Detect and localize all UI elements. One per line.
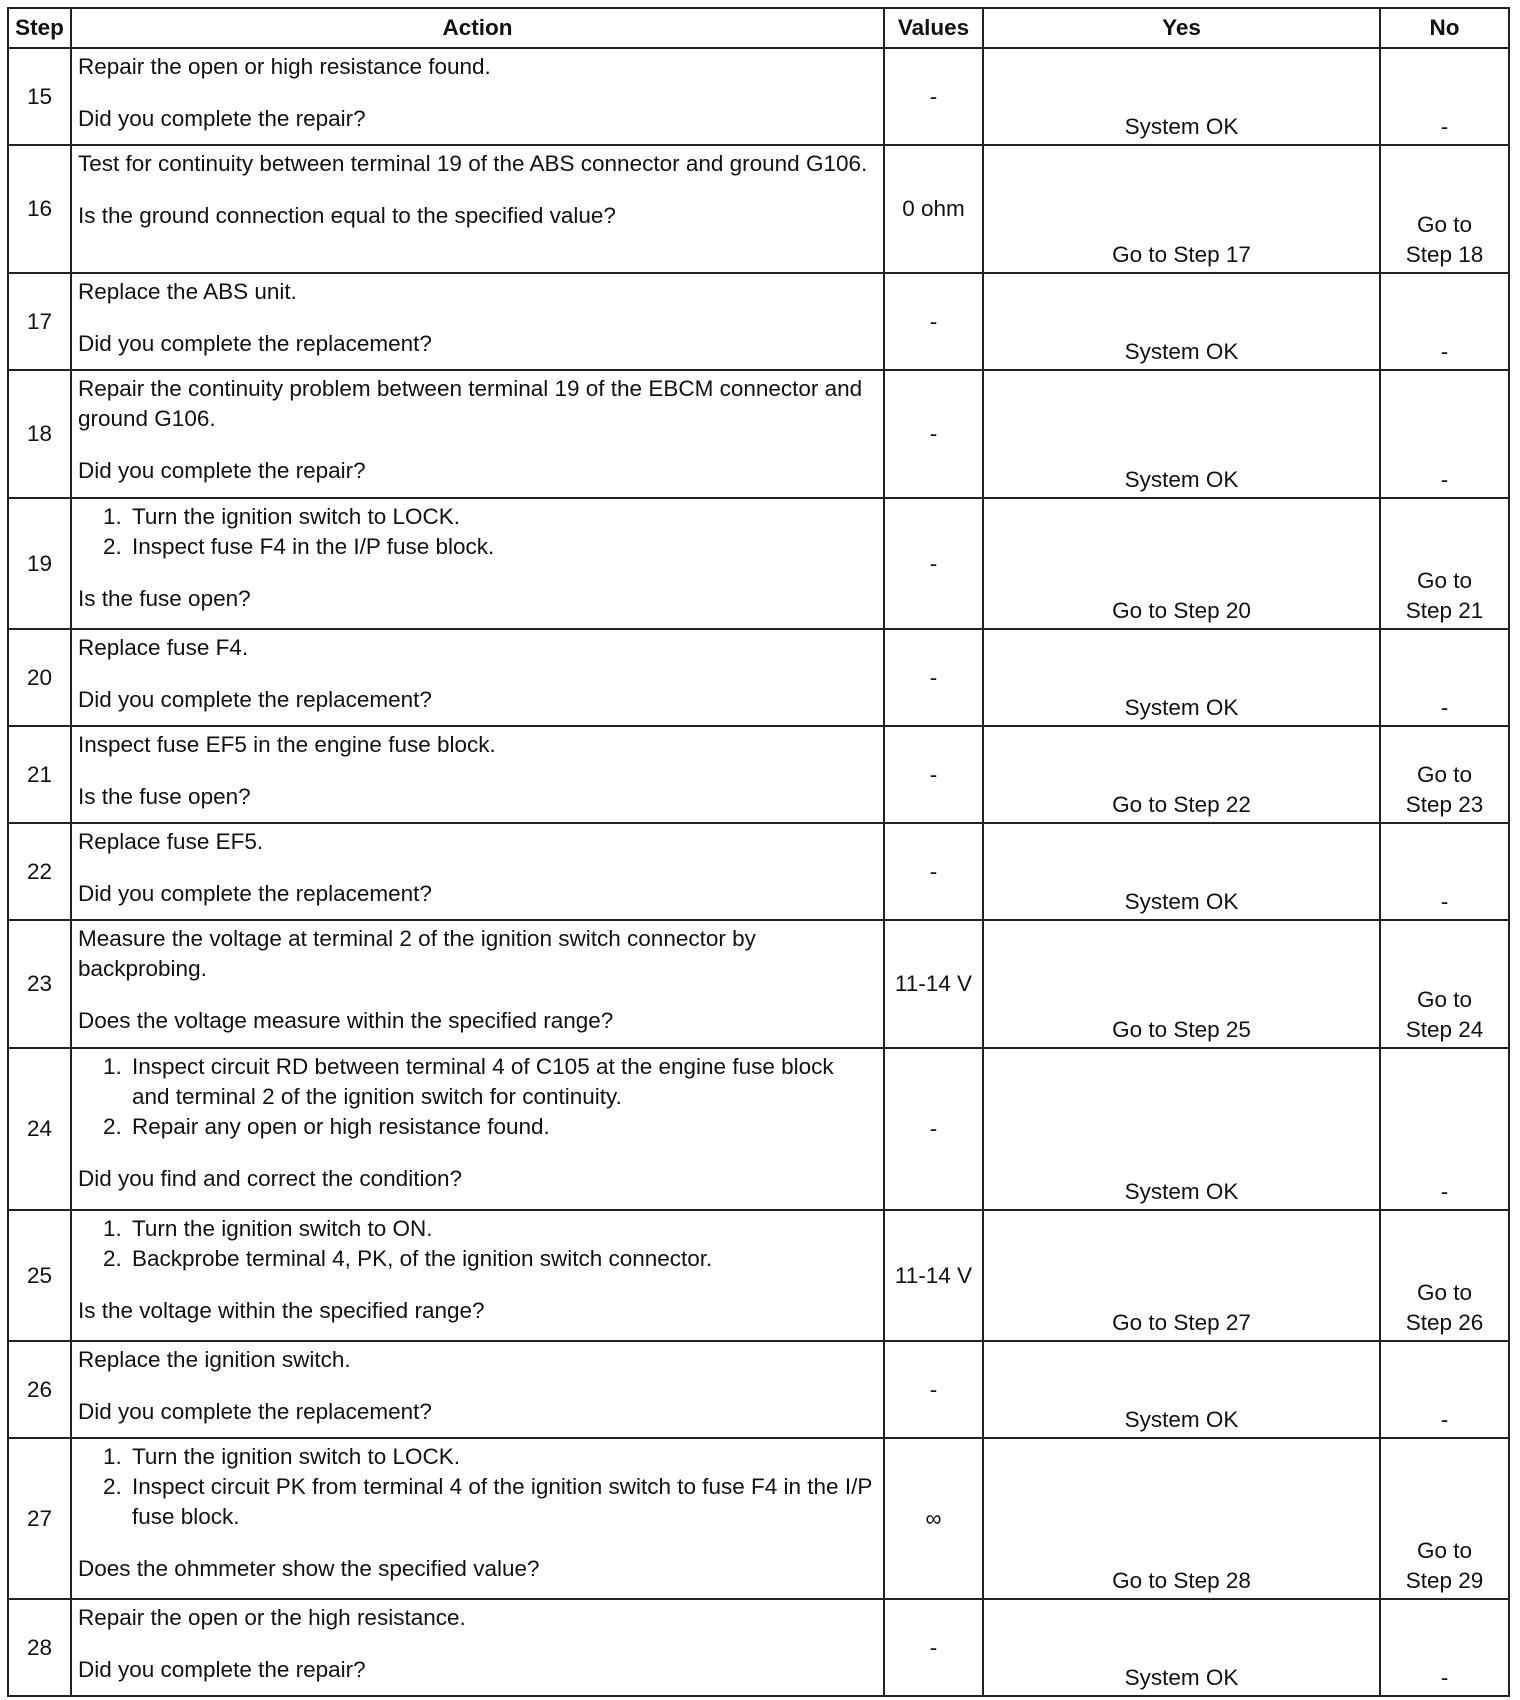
spacer	[78, 1633, 877, 1655]
no-text: -	[1440, 1179, 1449, 1204]
no-cell	[1380, 629, 1509, 726]
no-text: -	[1440, 695, 1449, 720]
spacer	[78, 82, 877, 104]
no-cell	[1380, 1341, 1509, 1438]
no-text: Go to Step 18	[1405, 212, 1484, 267]
no-cell	[1380, 145, 1509, 273]
action-text: Repair the open or high resistance found.	[78, 54, 491, 79]
action-text: Inspect fuse EF5 in the engine fuse block.	[78, 732, 496, 757]
spacer	[78, 179, 877, 201]
action-cell	[71, 498, 884, 629]
value-cell: -	[884, 498, 983, 629]
yes-cell: System OK	[983, 1599, 1380, 1696]
yes-cell: Go to Step 27	[983, 1210, 1380, 1341]
step-number: 15	[8, 48, 71, 145]
action-cell	[71, 1341, 884, 1438]
action-list-item: 1. Turn the ignition switch to LOCK.	[128, 1442, 877, 1472]
action-cell	[71, 823, 884, 920]
no-text: Go to Step 23	[1405, 762, 1484, 817]
action-list-item: 1. Inspect circuit RD between terminal 4 of C105 at the engine fuse block and terminal 2 of the ignition switch for continuity.	[128, 1052, 877, 1112]
value-cell: -	[884, 1599, 983, 1696]
yes-cell: Go to Step 25	[983, 920, 1380, 1048]
table-row	[8, 273, 1509, 370]
no-text: -	[1440, 1665, 1449, 1690]
spacer	[78, 1532, 877, 1554]
yes-cell: System OK	[983, 629, 1380, 726]
yes-cell: System OK	[983, 273, 1380, 370]
spacer	[78, 984, 877, 1006]
no-cell	[1380, 1599, 1509, 1696]
table-row	[8, 370, 1509, 498]
table-row	[8, 1048, 1509, 1210]
action-cell	[71, 629, 884, 726]
spacer	[78, 1274, 877, 1296]
table-row	[8, 1599, 1509, 1696]
value-cell: -	[884, 629, 983, 726]
action-cell	[71, 1438, 884, 1599]
no-text: -	[1440, 114, 1449, 139]
action-cell	[71, 1210, 884, 1341]
yes-cell: System OK	[983, 823, 1380, 920]
no-text: Go to Step 29	[1405, 1538, 1484, 1593]
action-question: Does the ohmmeter show the specified value?	[78, 1556, 540, 1581]
no-cell	[1380, 498, 1509, 629]
action-cell	[71, 726, 884, 823]
table-row	[8, 920, 1509, 1048]
yes-cell: Go to Step 28	[983, 1438, 1380, 1599]
no-text: Go to Step 24	[1405, 987, 1484, 1042]
action-question: Is the fuse open?	[78, 586, 251, 611]
value-cell: -	[884, 273, 983, 370]
action-text: Replace fuse EF5.	[78, 829, 264, 854]
action-list-item: 1. Turn the ignition switch to LOCK.	[128, 502, 877, 532]
no-text: -	[1440, 889, 1449, 914]
col-header-values: Values	[884, 8, 983, 48]
spacer	[78, 1375, 877, 1397]
action-question: Did you complete the replacement?	[78, 687, 432, 712]
col-header-no: No	[1380, 8, 1509, 48]
step-number: 22	[8, 823, 71, 920]
action-question: Did you complete the replacement?	[78, 331, 432, 356]
action-list-item: 2. Inspect circuit PK from terminal 4 of the ignition switch to fuse F4 in the I/P fuse block.	[128, 1472, 877, 1532]
action-question: Is the ground connection equal to the specified value?	[78, 203, 616, 228]
no-cell	[1380, 726, 1509, 823]
action-cell	[71, 1599, 884, 1696]
table-row	[8, 1438, 1509, 1599]
spacer	[78, 307, 877, 329]
action-question: Did you complete the repair?	[78, 1657, 366, 1682]
no-text: Go to Step 26	[1405, 1280, 1484, 1335]
value-cell: -	[884, 48, 983, 145]
step-number: 25	[8, 1210, 71, 1341]
yes-cell: Go to Step 22	[983, 726, 1380, 823]
spacer	[78, 434, 877, 456]
step-number: 21	[8, 726, 71, 823]
header-row	[8, 8, 1509, 48]
action-question: Is the voltage within the specified range?	[78, 1298, 485, 1323]
step-number: 18	[8, 370, 71, 498]
step-number: 28	[8, 1599, 71, 1696]
action-cell	[71, 1048, 884, 1210]
spacer	[78, 857, 877, 879]
action-question: Did you find and correct the condition?	[78, 1166, 462, 1191]
action-list-item: 1. Turn the ignition switch to ON.	[128, 1214, 877, 1244]
no-cell	[1380, 1210, 1509, 1341]
action-text: Repair the open or the high resistance.	[78, 1605, 466, 1630]
value-cell: -	[884, 726, 983, 823]
action-question: Does the voltage measure within the specified range?	[78, 1008, 614, 1033]
yes-cell: System OK	[983, 370, 1380, 498]
action-cell	[71, 145, 884, 273]
value-cell: -	[884, 1341, 983, 1438]
table-row	[8, 498, 1509, 629]
col-header-yes: Yes	[983, 8, 1380, 48]
action-list	[78, 1052, 877, 1142]
table-row	[8, 1210, 1509, 1341]
table-row	[8, 823, 1509, 920]
action-cell	[71, 370, 884, 498]
action-question: Is the fuse open?	[78, 784, 251, 809]
spacer	[78, 760, 877, 782]
value-cell: 11-14 V	[884, 1210, 983, 1341]
no-cell	[1380, 1438, 1509, 1599]
yes-cell: System OK	[983, 1341, 1380, 1438]
action-list	[78, 502, 877, 562]
step-number: 23	[8, 920, 71, 1048]
action-cell	[71, 48, 884, 145]
action-question: Did you complete the repair?	[78, 106, 366, 131]
action-text: Replace fuse F4.	[78, 635, 249, 660]
step-number: 16	[8, 145, 71, 273]
no-text: -	[1440, 339, 1449, 364]
step-number: 27	[8, 1438, 71, 1599]
no-text: -	[1440, 1407, 1449, 1432]
table-header	[8, 8, 1509, 48]
no-cell	[1380, 370, 1509, 498]
yes-cell: Go to Step 20	[983, 498, 1380, 629]
no-cell	[1380, 1048, 1509, 1210]
table-row	[8, 1341, 1509, 1438]
action-list	[78, 1214, 877, 1274]
step-number: 19	[8, 498, 71, 629]
step-number: 24	[8, 1048, 71, 1210]
action-cell	[71, 920, 884, 1048]
value-cell: -	[884, 823, 983, 920]
col-header-action: Action	[71, 8, 884, 48]
no-text: Go to Step 21	[1405, 568, 1484, 623]
yes-cell: Go to Step 17	[983, 145, 1380, 273]
value-cell: ∞	[884, 1438, 983, 1599]
action-text: Repair the continuity problem between terminal 19 of the EBCM connector and ground G106.	[78, 376, 863, 431]
diagnostic-table	[7, 7, 1510, 1697]
value-cell: 0 ohm	[884, 145, 983, 273]
step-number: 26	[8, 1341, 71, 1438]
value-cell: -	[884, 370, 983, 498]
spacer	[78, 663, 877, 685]
action-text: Test for continuity between terminal 19 of the ABS connector and ground G106.	[78, 151, 868, 176]
no-text: -	[1440, 467, 1449, 492]
action-text: Replace the ABS unit.	[78, 279, 297, 304]
table-row	[8, 48, 1509, 145]
spacer	[78, 1142, 877, 1164]
action-text: Replace the ignition switch.	[78, 1347, 351, 1372]
action-question: Did you complete the replacement?	[78, 1399, 432, 1424]
table-body	[8, 48, 1509, 1696]
table-row	[8, 726, 1509, 823]
action-list-item: 2. Backprobe terminal 4, PK, of the ignition switch connector.	[128, 1244, 877, 1274]
col-header-step: Step	[8, 8, 71, 48]
action-cell	[71, 273, 884, 370]
step-number: 17	[8, 273, 71, 370]
step-number: 20	[8, 629, 71, 726]
action-question: Did you complete the repair?	[78, 458, 366, 483]
action-question: Did you complete the replacement?	[78, 881, 432, 906]
action-list-item: 2. Inspect fuse F4 in the I/P fuse block.	[128, 532, 877, 562]
value-cell: 11-14 V	[884, 920, 983, 1048]
yes-cell: System OK	[983, 48, 1380, 145]
action-list	[78, 1442, 877, 1532]
yes-cell: System OK	[983, 1048, 1380, 1210]
spacer	[78, 562, 877, 584]
no-cell	[1380, 273, 1509, 370]
no-cell	[1380, 823, 1509, 920]
action-list-item: 2. Repair any open or high resistance found.	[128, 1112, 877, 1142]
no-cell	[1380, 48, 1509, 145]
table-row	[8, 145, 1509, 273]
value-cell: -	[884, 1048, 983, 1210]
table-row	[8, 629, 1509, 726]
no-cell	[1380, 920, 1509, 1048]
action-text: Measure the voltage at terminal 2 of the ignition switch connector by backprobing.	[78, 926, 756, 981]
